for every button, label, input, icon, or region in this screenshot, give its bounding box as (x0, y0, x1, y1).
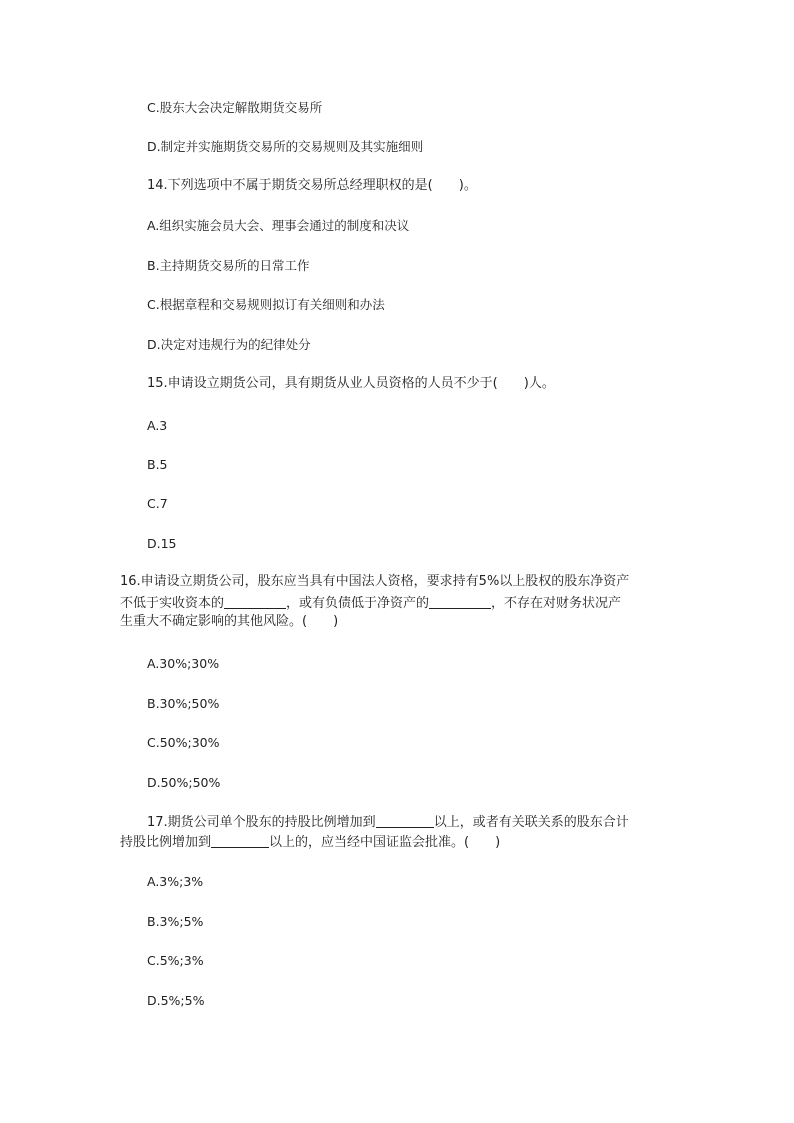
q17-option-d: D.5%;5% (147, 993, 205, 1008)
q16-line2-text-a: 不低于实收资本的 (120, 596, 225, 611)
q16-line2-text-b: ，或有负债低于净资产的 (286, 596, 430, 611)
q16-blank-1 (224, 594, 286, 609)
q17-blank-2 (211, 833, 269, 848)
q16-option-d: D.50%;50% (147, 775, 221, 790)
q16-line3-end: ) (333, 614, 339, 629)
q13-option-c: C.股东大会决定解散期货交易所 (147, 100, 323, 115)
q17-line2-end: ) (495, 835, 501, 850)
q15-stem-end: )人。 (523, 376, 555, 391)
q17-line1-text-b: 以上，或者有关联关系的股东合计 (433, 815, 629, 830)
q16-option-c: C.50%;30% (147, 735, 220, 750)
q15-option-c: C.7 (147, 496, 168, 511)
q16-blank-2 (429, 594, 491, 609)
q17-stem-line2 (120, 833, 500, 851)
q16-stem-line2 (120, 594, 621, 612)
q14-option-b: B.主持期货交易所的日常工作 (147, 258, 310, 273)
q16-option-b: B.30%;50% (147, 696, 220, 711)
q15-stem-text: 15.申请设立期货公司，具有期货从业人员资格的人员不少于( (147, 376, 498, 391)
q17-line1-text-a: 17.期货公司单个股东的持股比例增加到 (147, 815, 376, 830)
q14-option-a: A.组织实施会员大会、理事会通过的制度和决议 (147, 218, 410, 233)
q17-option-b: B.3%;5% (147, 914, 204, 929)
q15-stem (147, 376, 555, 392)
q17-blank-1 (376, 813, 434, 828)
q14-stem-end: )。 (458, 178, 477, 193)
q15-option-b: B.5 (147, 457, 168, 472)
q17-option-a: A.3%;3% (147, 874, 204, 889)
q16-line3-text: 生重大不确定影响的其他风险。( (120, 614, 308, 629)
q17-stem-line1 (147, 813, 629, 831)
q16-option-a: A.30%;30% (147, 656, 220, 671)
q13-option-d: D.制定并实施期货交易所的交易规则及其实施细则 (147, 139, 424, 154)
q14-option-c: C.根据章程和交易规则拟订有关细则和办法 (147, 297, 385, 312)
q14-stem (147, 178, 477, 194)
q17-line2-text-a: 持股比例增加到 (120, 835, 212, 850)
q16-line2-text-c: ，不存在对财务状况产 (491, 596, 622, 611)
q14-option-d: D.决定对违规行为的纪律处分 (147, 337, 311, 352)
q17-option-c: C.5%;3% (147, 953, 204, 968)
q17-line2-text-b: 以上的，应当经中国证监会批准。( (269, 835, 470, 850)
q16-stem-line3 (120, 614, 338, 630)
q15-option-a: A.3 (147, 418, 168, 433)
q16-stem-line1: 16.申请设立期货公司，股东应当具有中国法人资格，要求持有5%以上股权的股东净资产 (120, 574, 630, 589)
q15-option-d: D.15 (147, 536, 177, 551)
q14-stem-text: 14.下列选项中不属于期货交易所总经理职权的是( (147, 178, 433, 193)
